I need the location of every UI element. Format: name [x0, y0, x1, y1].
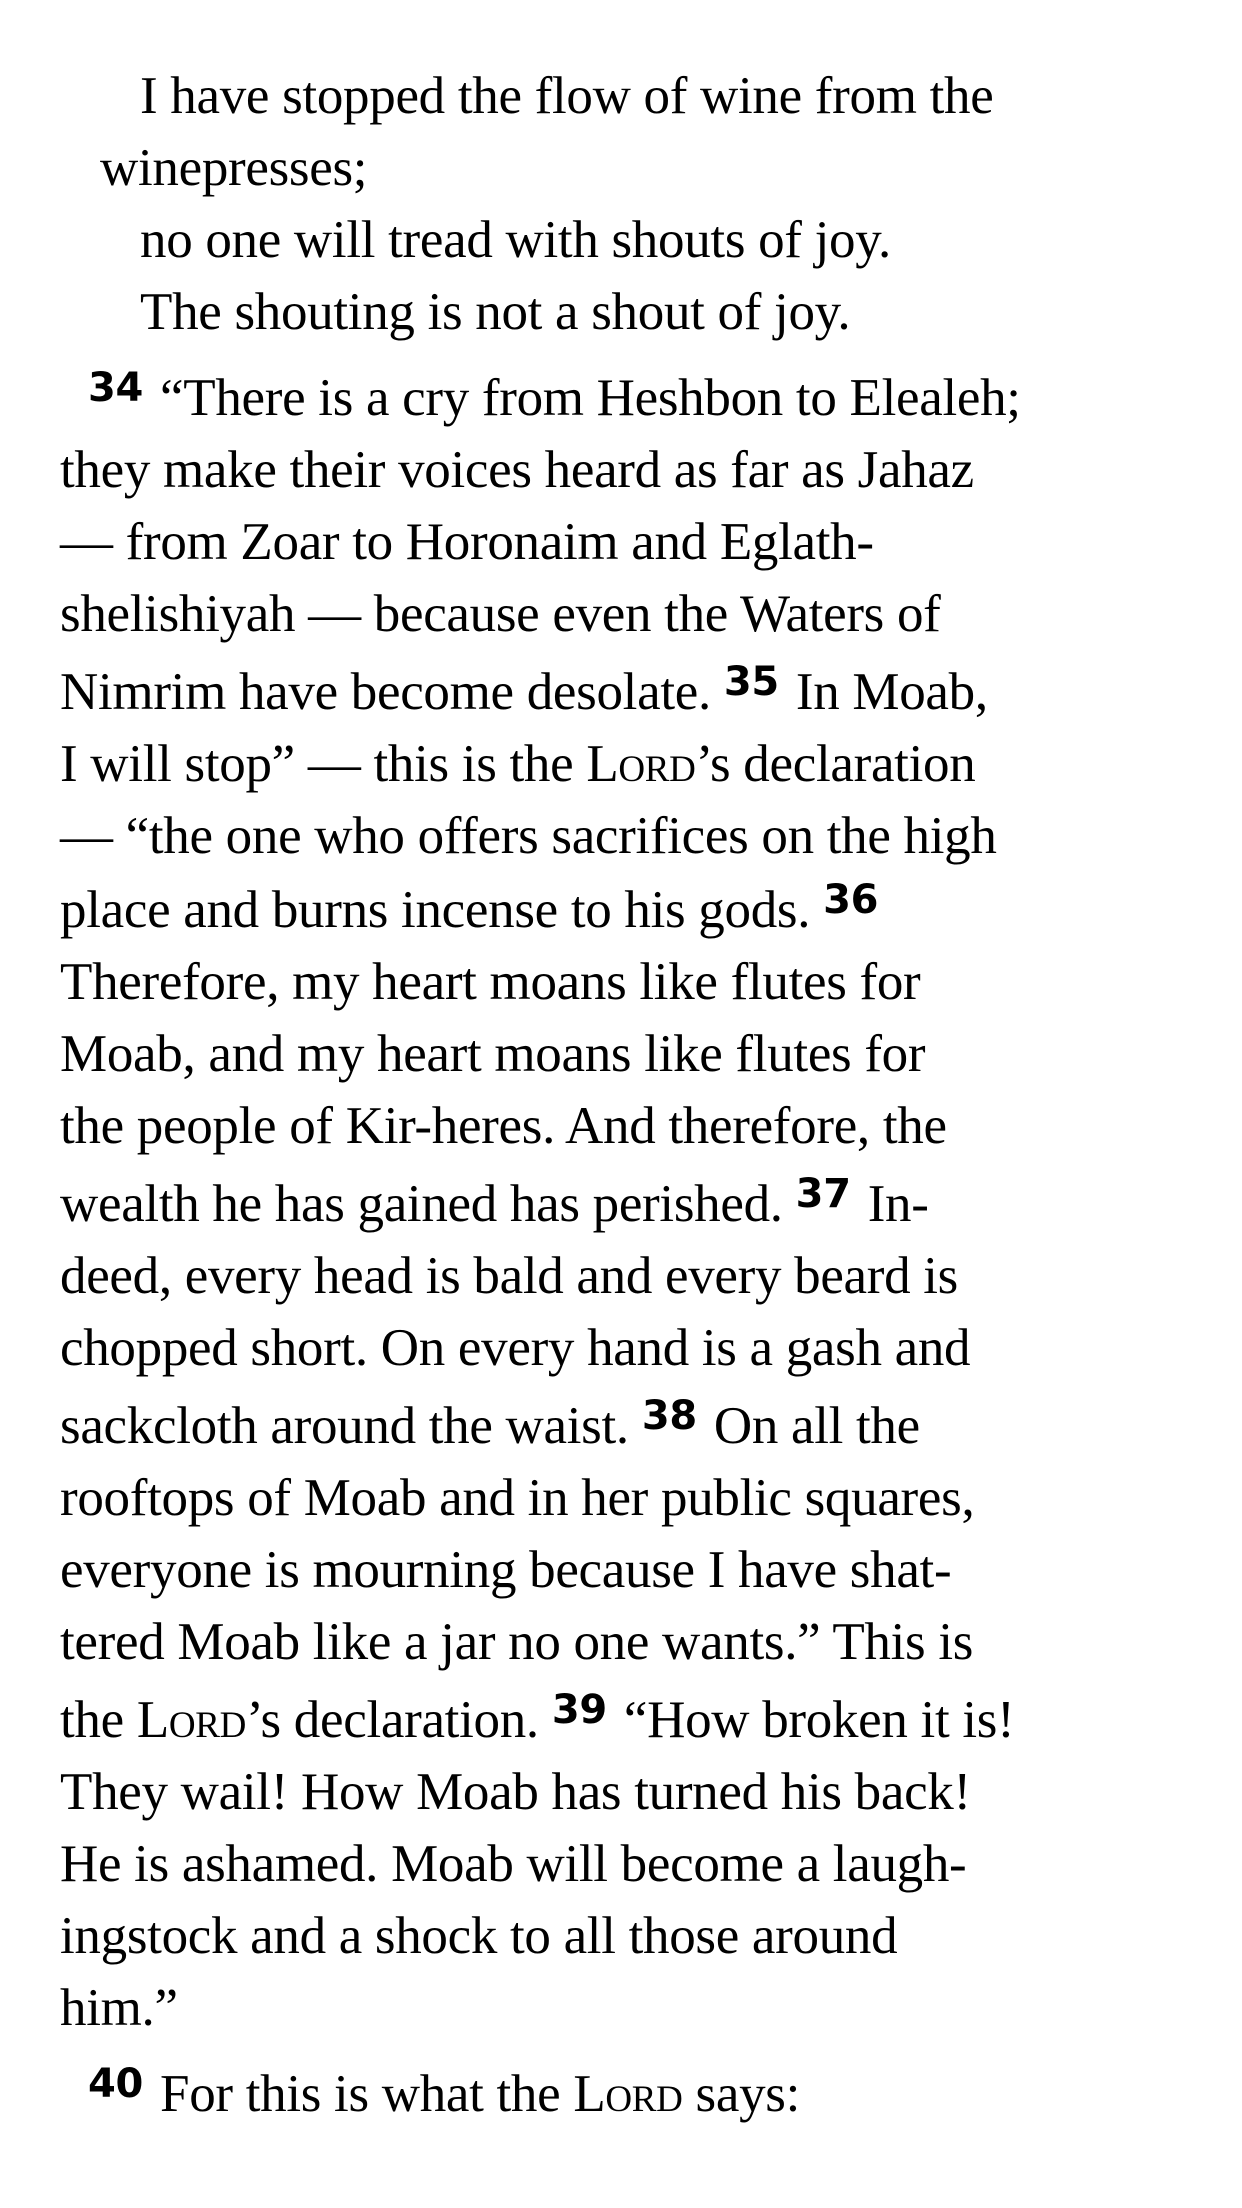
prose-line [60, 874, 882, 950]
verse-text: wealth he has gained has perished. [60, 1175, 783, 1233]
verse-number: 39 [551, 1687, 607, 1733]
prose-line [60, 434, 974, 506]
verse-number: 38 [641, 1393, 697, 1439]
prose-line [60, 1312, 970, 1384]
verse-text: deed, every head is bald and every beard is [60, 1247, 959, 1305]
verse-text: Therefore, my heart moans like flutes for [60, 953, 921, 1011]
verse-text: “There is a cry from Heshbon to Elealeh; [160, 369, 1021, 427]
poetry-line [100, 132, 367, 204]
prose-line [60, 1090, 947, 1162]
divine-name: Lord [586, 735, 696, 793]
prose-line [60, 1756, 971, 1828]
prose-line [60, 656, 988, 732]
prose-line [60, 506, 874, 578]
poetry-line [140, 204, 891, 276]
prose-line [60, 1534, 951, 1606]
verse-text: ingstock and a shock to all those around [60, 1907, 898, 1965]
divine-name: Lord [573, 2065, 683, 2123]
verse-text: place and burns incense to his gods. [60, 881, 811, 939]
verse-text: the [60, 1691, 137, 1749]
prose-line [60, 1462, 974, 1534]
prose-line [60, 946, 920, 1018]
verse-text: everyone is mourning because I have shat- [60, 1541, 952, 1599]
verse-text: chopped short. On every hand is a gash and [60, 1319, 971, 1377]
prose-line [60, 1240, 958, 1312]
verse-text: they make their voices heard as far as Jahaz [60, 441, 974, 499]
verse-text: For this is what the [160, 2065, 574, 2123]
poetry-text: The shouting is not a shout of joy. [140, 283, 851, 341]
poetry-text: no one will tread with shouts of joy. [140, 211, 891, 269]
verse-text: Moab, and my heart moans like flutes for [60, 1025, 926, 1083]
poetry-text: I have stopped the flow of wine from the [140, 67, 994, 125]
verse-text: ’s declaration [695, 735, 976, 793]
verse-text: sackcloth around the waist. [60, 1397, 629, 1455]
verse-text: tered Moab like a jar no one wants.” This is [60, 1613, 974, 1671]
prose-line [60, 1018, 925, 1090]
verse-text: — “the one who offers sacrifices on the high [60, 807, 997, 865]
verse-text: In- [867, 1175, 929, 1233]
verse-text: says: [682, 2065, 801, 2123]
verse-number: 34 [88, 365, 144, 411]
prose-line [60, 1606, 973, 1678]
prose-line [88, 362, 1021, 438]
verse-text: On all the [713, 1397, 920, 1455]
poetry-line [140, 60, 993, 132]
prose-line [60, 1168, 929, 1244]
prose-line [60, 1900, 897, 1972]
verse-text: him.” [60, 1979, 178, 2037]
verse-number: 40 [88, 2061, 144, 2107]
prose-line [60, 1390, 920, 1466]
prose-line [60, 800, 997, 872]
verse-text: — from Zoar to Horonaim and Eglath- [60, 513, 874, 571]
verse-number: 35 [723, 659, 779, 705]
verse-text: “How broken it is! [623, 1691, 1015, 1749]
verse-number: 37 [795, 1171, 851, 1217]
prose-line [60, 1972, 178, 2044]
prose-line [60, 728, 975, 800]
verse-text: shelishiyah — because even the Waters of [60, 585, 941, 643]
poetry-line [140, 276, 850, 348]
verse-text: They wail! How Moab has turned his back! [60, 1763, 971, 1821]
verse-text: He is ashamed. Moab will become a laugh- [60, 1835, 967, 1893]
verse-number: 36 [823, 877, 879, 923]
verse-text: I will stop” — this is the [60, 735, 587, 793]
divine-name: Lord [136, 1691, 247, 1749]
poetry-text: winepresses; [100, 139, 368, 197]
verse-text: ’s declaration. [246, 1691, 539, 1749]
prose-line [88, 2058, 800, 2134]
verse-text: Nimrim have become desolate. [60, 663, 711, 721]
verse-text: rooftops of Moab and in her public squares, [60, 1469, 975, 1527]
verse-text: In Moab, [795, 663, 988, 721]
verse-text: the people of Kir-heres. And therefore, the [60, 1097, 947, 1155]
prose-line [60, 578, 941, 650]
prose-line [60, 1684, 1014, 1760]
prose-line [60, 1828, 966, 1900]
